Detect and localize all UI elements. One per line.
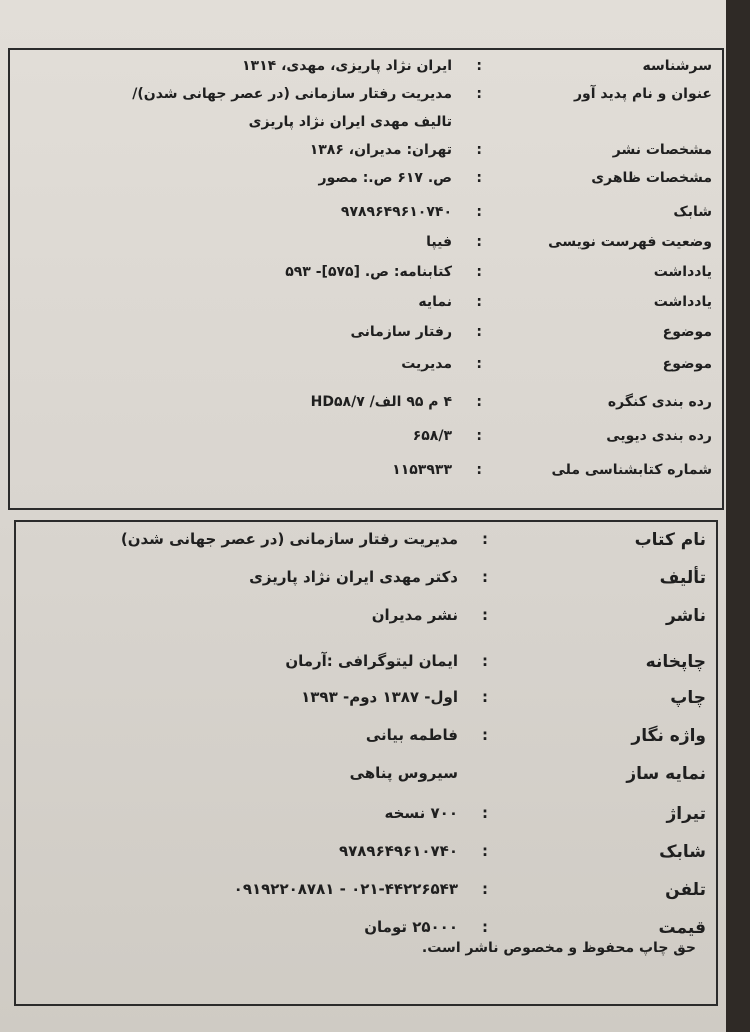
row-label: رده بندی کنگره bbox=[607, 394, 712, 410]
row-colon: : bbox=[482, 804, 488, 822]
row-label: تیراژ bbox=[666, 804, 706, 824]
row-label: عنوان و نام پدید آور bbox=[573, 86, 712, 102]
row-label: تلفن bbox=[665, 880, 706, 900]
row-value: ایران نژاد پاریزی، مهدی، ۱۳۱۴ bbox=[242, 58, 452, 74]
row-colon: : bbox=[482, 568, 488, 586]
row-colon: : bbox=[476, 294, 482, 310]
row-value: ۹۷۸۹۶۴۹۶۱۰۷۴۰ bbox=[338, 842, 458, 860]
row-value: دکتر مهدی ایران نژاد پاریزی bbox=[249, 568, 458, 586]
row-value: ۶۵۸/۳ bbox=[412, 428, 452, 444]
cataloging-box bbox=[8, 48, 724, 510]
row-value: فیپا bbox=[426, 234, 452, 250]
row-value: مدیریت رفتار سازمانی (در عصر جهانی شدن)/ bbox=[132, 86, 452, 102]
row-colon: : bbox=[482, 842, 488, 860]
row-value: نمایه bbox=[418, 294, 452, 310]
row-colon: : bbox=[476, 356, 482, 372]
row-colon: : bbox=[476, 462, 482, 478]
row-value: رفتار سازمانی bbox=[350, 324, 452, 340]
row-value: کتابنامه: ص. [۵۷۵]- ۵۹۳ bbox=[285, 264, 452, 280]
row-value: تالیف مهدی ایران نژاد پاریزی bbox=[248, 114, 452, 130]
row-colon: : bbox=[476, 234, 482, 250]
row-label: مشخصات نشر bbox=[612, 142, 712, 158]
row-label: مشخصات ظاهری bbox=[591, 170, 712, 186]
row-label: وضعیت فهرست نویسی bbox=[548, 234, 712, 250]
row-label: چاپ bbox=[670, 688, 706, 708]
row-label: ناشر bbox=[665, 606, 706, 626]
row-label: یادداشت bbox=[653, 294, 712, 310]
row-label: شماره کتابشناسی ملی bbox=[551, 462, 712, 478]
row-value: ایمان لیتوگرافی :آرمان bbox=[285, 652, 458, 670]
row-colon: : bbox=[476, 324, 482, 340]
row-colon: : bbox=[482, 880, 488, 898]
book-info-box bbox=[14, 520, 718, 1006]
row-value: ۷۰۰ نسخه bbox=[384, 804, 458, 822]
row-value: ۱۱۵۳۹۳۳ bbox=[392, 462, 452, 478]
row-colon: : bbox=[476, 204, 482, 220]
row-value: ۹۷۸۹۶۴۹۶۱۰۷۴۰ bbox=[340, 204, 452, 220]
row-value: سیروس پناهی bbox=[349, 764, 458, 782]
row-label: رده بندی دیویی bbox=[606, 428, 712, 444]
row-label: نمایه ساز bbox=[626, 764, 706, 784]
row-colon: : bbox=[476, 394, 482, 410]
copyright-notice: حق چاپ محفوظ و مخصوص ناشر است. bbox=[421, 940, 696, 956]
row-label: شابک bbox=[673, 204, 712, 220]
row-label: موضوع bbox=[662, 356, 712, 372]
row-label: واژه نگار bbox=[631, 726, 706, 746]
row-label: شابک bbox=[659, 842, 706, 862]
row-value: نشر مدیران bbox=[371, 606, 458, 624]
row-colon: : bbox=[482, 918, 488, 936]
row-label: موضوع bbox=[662, 324, 712, 340]
row-label: سرشناسه bbox=[642, 58, 712, 74]
row-value: مدیریت رفتار سازمانی (در عصر جهانی شدن) bbox=[120, 530, 458, 548]
row-colon: : bbox=[476, 264, 482, 280]
row-label: نام کتاب bbox=[634, 530, 706, 550]
row-colon: : bbox=[476, 428, 482, 444]
row-colon: : bbox=[476, 142, 482, 158]
row-label: چاپخانه bbox=[645, 652, 706, 672]
row-value: فاطمه بیانی bbox=[365, 726, 458, 744]
row-colon: : bbox=[482, 530, 488, 548]
row-label: تألیف bbox=[659, 568, 706, 588]
row-colon: : bbox=[476, 170, 482, 186]
row-value: ۴ م ۹۵ الف/ HD۵۸/۷ bbox=[310, 394, 452, 410]
row-colon: : bbox=[482, 726, 488, 744]
row-value: ۲۵۰۰۰ تومان bbox=[364, 918, 458, 936]
row-colon: : bbox=[476, 58, 482, 74]
row-colon: : bbox=[482, 652, 488, 670]
row-value: اول- ۱۳۸۷ دوم- ۱۳۹۳ bbox=[301, 688, 458, 706]
row-label: یادداشت bbox=[653, 264, 712, 280]
row-value: تهران: مدیران، ۱۳۸۶ bbox=[309, 142, 452, 158]
row-value: ص. ۶۱۷ ص.: مصور bbox=[318, 170, 452, 186]
row-value: ۰۲۱-۴۴۲۲۶۵۴۳ - ۰۹۱۹۲۲۰۸۷۸۱ bbox=[233, 880, 458, 898]
row-colon: : bbox=[482, 688, 488, 706]
row-value: مدیریت bbox=[401, 356, 452, 372]
row-colon: : bbox=[482, 606, 488, 624]
row-label: قیمت bbox=[658, 918, 706, 938]
row-colon: : bbox=[476, 86, 482, 102]
